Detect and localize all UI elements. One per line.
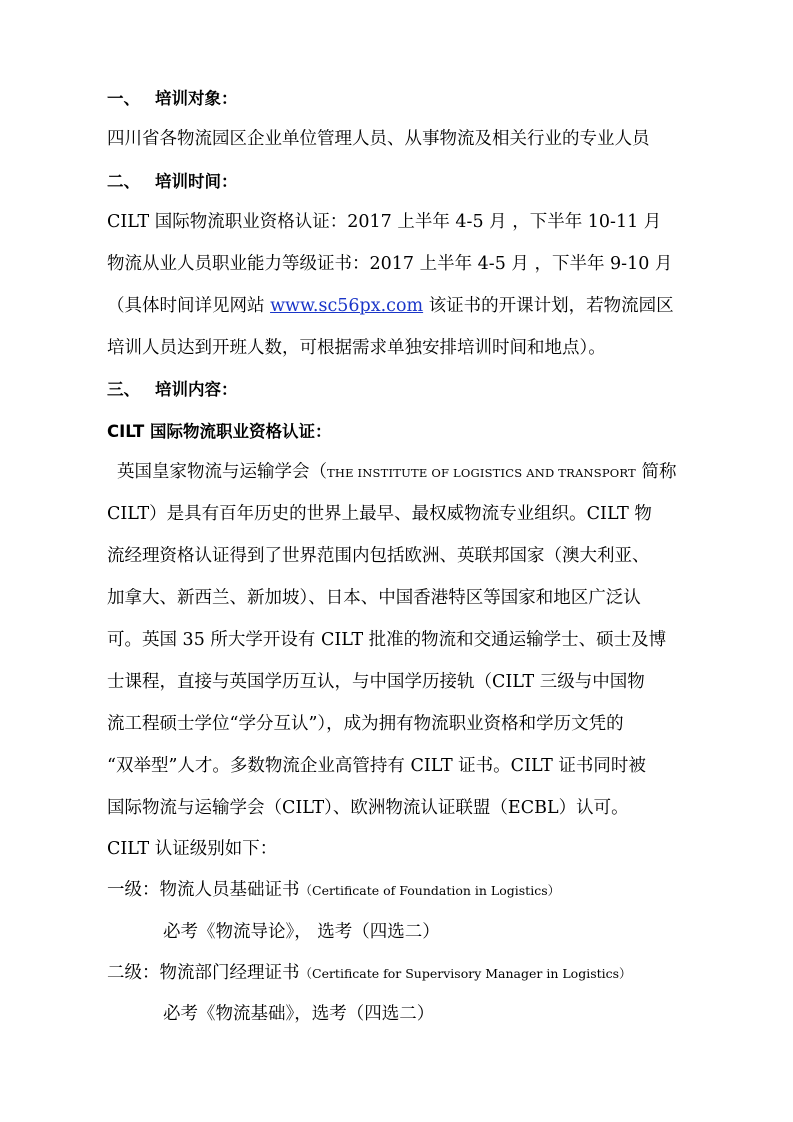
level-1-exam: 必考《物流导论》， 选考（四选二） [163, 922, 440, 942]
section-2-line-4: 培训人员达到开班人数，可根据需求单独安排培训时间和地点）。 [107, 338, 606, 358]
cilt-paragraph-line-2: CILT）是具有百年历史的世界上最早、最权威物流专业组织。CILT 物 [107, 504, 652, 524]
cilt-paragraph-line-1 [117, 461, 677, 484]
level-1-label: 一级：物流人员基础证书 [107, 880, 300, 900]
levels-intro: CILT 认证级别如下： [107, 839, 278, 859]
level-1-english: （Certificate of Foundation in Logistics） [299, 883, 561, 898]
section-2-line-3 [107, 295, 674, 317]
cilt-intro-suffix: 简称 [635, 462, 677, 482]
level-2-label: 二级：物流部门经理证书 [107, 963, 300, 983]
section-2-line-1: CILT 国际物流职业资格认证：2017 上半年 4-5 月 ，下半年 10-11 月 [107, 212, 662, 232]
section-2-number: 二、 [107, 172, 140, 191]
website-link[interactable]: www.sc56px.com [270, 296, 424, 316]
cilt-paragraph-line-9: 国际物流与运输学会（CILT）、欧洲物流认证联盟（ECBL）认可。 [107, 798, 629, 818]
level-1 [107, 879, 560, 902]
cilt-paragraph-line-5: 可。英国 35 所大学开设有 CILT 批准的物流和交通运输学士、硕士及博 [107, 630, 667, 650]
cilt-subtitle: CILT 国际物流职业资格认证： [107, 422, 332, 441]
section-1-heading [107, 88, 238, 110]
section-2-line-3-prefix: （具体时间详见网站 [107, 296, 271, 316]
section-1-title: 培训对象： [155, 89, 238, 108]
section-1-body: 四川省各物流园区企业单位管理人员、从事物流及相关行业的专业人员 [107, 129, 650, 149]
cilt-paragraph-line-6: 士课程，直接与英国学历互认，与中国学历接轨（CILT 三级与中国物 [107, 672, 645, 692]
section-2-line-2: 物流从业人员职业能力等级证书：2017 上半年 4-5 月 ，下半年 9-10 月 [107, 254, 673, 274]
section-1-number: 一、 [107, 89, 140, 108]
level-2-english: （Certificate for Supervisory Manager in Logistics） [299, 966, 632, 981]
section-2-heading [107, 171, 238, 193]
level-2-exam: 必考《物流基础》，选考（四选二） [163, 1004, 435, 1024]
cilt-paragraph-line-3: 流经理资格认证得到了世界范围内包括欧洲、英联邦国家（澳大利亚、 [107, 546, 650, 566]
section-2-title: 培训时间： [155, 172, 238, 191]
cilt-paragraph-line-4: 加拿大、新西兰、新加坡）、日本、中国香港特区等国家和地区广泛认 [107, 588, 641, 608]
level-2 [107, 962, 632, 985]
cilt-paragraph-line-8: “双举型”人才。多数物流企业高管持有 CILT 证书。CILT 证书同时被 [107, 756, 646, 776]
institute-english-name: THE INSTITUTE OF LOGISTICS AND TRANSPORT [327, 466, 636, 480]
cilt-paragraph-line-7: 流工程硕士学位“学分互认”），成为拥有物流职业资格和学历文凭的 [107, 714, 624, 734]
section-3-title: 培训内容： [155, 380, 238, 399]
section-3-heading [107, 379, 238, 401]
cilt-intro-prefix: 英国皇家物流与运输学会（ [117, 462, 327, 482]
section-3-number: 三、 [107, 380, 140, 399]
section-2-line-3-suffix: 该证书的开课计划，若物流园区 [423, 296, 674, 316]
